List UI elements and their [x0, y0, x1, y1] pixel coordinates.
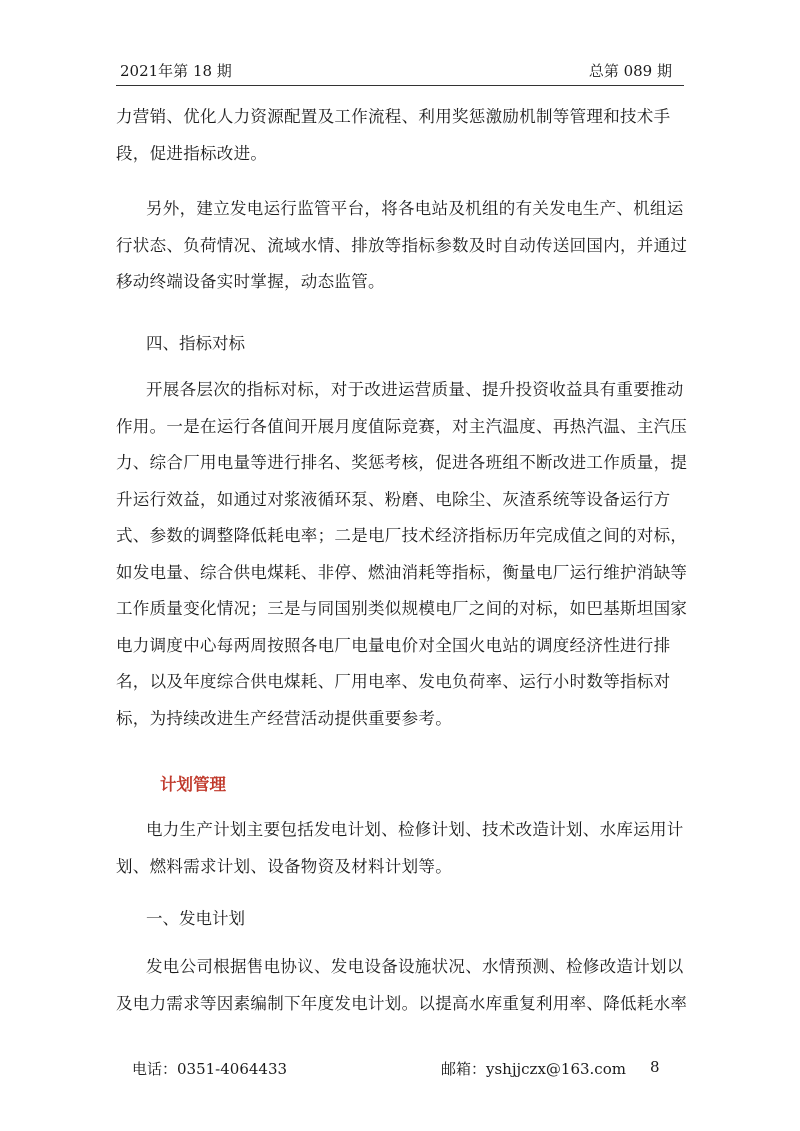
page-header — [116, 58, 684, 86]
paragraph-production-plans: 电力生产计划主要包括发电计划、检修计划、技术改造计划、水库运用计划、燃料需求计划、设备物资及材料计划等。 — [116, 820, 684, 876]
total-issue-label: 总第 089 期 — [588, 62, 672, 80]
paragraph-monitoring-platform: 另外，建立发电运行监管平台，将各电站及机组的有关发电生产、机组运行状态、负荷情况、流域水情、排放等指标参数及时自动传送回国内，并通过移动终端设备实时掌握，动态监管。 — [116, 199, 688, 291]
heading-generation-plan: 一、发电计划 — [146, 909, 245, 928]
section-title-plan-management: 计划管理 — [160, 775, 226, 794]
heading-indicator-benchmarking: 四、指标对标 — [146, 334, 245, 353]
page-number: 8 — [650, 1058, 660, 1076]
footer-email: 邮箱：yshjjczx@163.com — [441, 1060, 626, 1078]
footer-phone: 电话：0351-4064433 — [132, 1060, 288, 1078]
issue-label: 2021年第 18 期 — [120, 62, 232, 80]
paragraph-continuation: 力营销、优化人力资源配置及工作流程、利用奖惩激励机制等管理和技术手段，促进指标改进。 — [116, 107, 671, 163]
paragraph-benchmarking: 开展各层次的指标对标，对于改进运营质量、提升投资收益具有重要推动作用。一是在运行各值间开展月度值际竞赛，对主汽温度、再热汽温、主汽压力、综合厂用电量等进行排名、奖惩考核，促进各班组不断改进工作质量，提升运行效益，如通过对浆液循环泵、粉磨、电除尘、灰渣系统等设备运行方式、参数的调整降低耗电率；二是电厂技术经济指标历年完成值之间的对标，如发电量、综合供电煤耗、非停、燃油消耗等指标，衡量电厂运行维护消缺等工作质量变化情况；三是与同国别类似规模电厂之间的对标，如巴基斯坦国家电力调度中心每两周按照各电厂电量电价对全国火电站的调度经济性进行排名，以及年度综合供电煤耗、厂用电率、发电负荷率、运行小时数等指标对标，为持续改进生产经营活动提供重要参考。 — [116, 380, 688, 728]
paragraph-generation-plan: 发电公司根据售电协议、发电设备设施状况、水情预测、检修改造计划以及电力需求等因素编制下年度发电计划。以提高水库重复利用率、降低耗水率 — [116, 957, 688, 1013]
header-divider — [116, 85, 684, 86]
